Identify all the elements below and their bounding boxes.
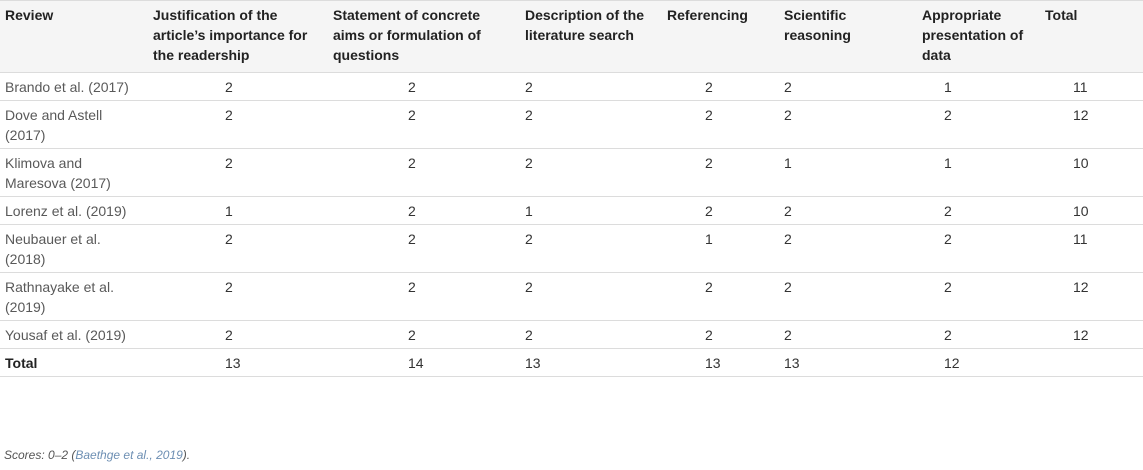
header-scientific-reasoning: Scientific reasoning — [779, 1, 917, 73]
score-cell: 1 — [917, 73, 1040, 101]
score-cell: 2 — [328, 149, 520, 197]
score-cell: 11 — [1040, 73, 1143, 101]
table-row — [0, 197, 1143, 225]
score-cell: 2 — [328, 101, 520, 149]
table-footnote — [4, 448, 190, 462]
total-value-cell: 14 — [328, 349, 520, 377]
total-label: Total — [0, 349, 148, 377]
score-cell: 1 — [148, 197, 328, 225]
review-name-cell: Klimova and Maresova (2017) — [0, 149, 148, 197]
header-referencing: Referencing — [662, 1, 779, 73]
score-cell: 2 — [779, 73, 917, 101]
footnote-citation-link[interactable]: Baethge et al., 2019 — [75, 448, 183, 462]
table-row — [0, 321, 1143, 349]
score-cell: 2 — [779, 321, 917, 349]
score-cell: 2 — [662, 149, 779, 197]
table-row — [0, 273, 1143, 321]
score-cell: 2 — [520, 101, 662, 149]
table-row — [0, 101, 1143, 149]
score-cell: 2 — [917, 321, 1040, 349]
score-cell: 2 — [917, 197, 1040, 225]
score-cell: 2 — [520, 73, 662, 101]
score-cell: 2 — [520, 149, 662, 197]
score-cell: 2 — [662, 273, 779, 321]
score-cell: 2 — [148, 273, 328, 321]
total-value-cell: 13 — [148, 349, 328, 377]
score-cell: 2 — [328, 225, 520, 273]
score-cell: 2 — [520, 225, 662, 273]
score-cell: 2 — [779, 101, 917, 149]
footnote-suffix: ). — [182, 448, 191, 462]
score-cell: 1 — [662, 225, 779, 273]
header-justification: Justification of the article’s importance for the readership — [148, 1, 328, 73]
score-cell: 2 — [148, 101, 328, 149]
header-literature-search: Description of the literature search — [520, 1, 662, 73]
score-cell: 2 — [148, 149, 328, 197]
review-name-cell: Lorenz et al. (2019) — [0, 197, 148, 225]
table-row — [0, 225, 1143, 273]
header-total: Total — [1040, 1, 1143, 73]
total-value-cell: 13 — [520, 349, 662, 377]
score-cell: 1 — [779, 149, 917, 197]
score-cell: 12 — [1040, 321, 1143, 349]
score-cell: 10 — [1040, 149, 1143, 197]
review-name-cell: Dove and Astell (2017) — [0, 101, 148, 149]
score-cell: 2 — [779, 197, 917, 225]
score-cell: 2 — [328, 197, 520, 225]
score-cell: 11 — [1040, 225, 1143, 273]
total-value-cell — [1040, 349, 1143, 377]
table-body — [0, 73, 1143, 377]
score-cell: 2 — [328, 321, 520, 349]
score-cell: 2 — [148, 321, 328, 349]
score-cell: 12 — [1040, 273, 1143, 321]
review-name-cell: Neubauer et al. (2018) — [0, 225, 148, 273]
total-value-cell: 13 — [779, 349, 917, 377]
score-cell: 2 — [917, 225, 1040, 273]
header-data-presentation: Appropriate presentation of data — [917, 1, 1040, 73]
review-name-cell: Rathnayake et al. (2019) — [0, 273, 148, 321]
score-cell: 2 — [662, 197, 779, 225]
score-cell: 2 — [148, 73, 328, 101]
score-cell: 2 — [779, 273, 917, 321]
score-cell: 2 — [779, 225, 917, 273]
review-name-cell: Brando et al. (2017) — [0, 73, 148, 101]
score-cell: 2 — [917, 273, 1040, 321]
total-value-cell: 12 — [917, 349, 1040, 377]
score-cell: 1 — [520, 197, 662, 225]
score-cell: 2 — [520, 321, 662, 349]
score-cell: 1 — [917, 149, 1040, 197]
header-review: Review — [0, 1, 148, 73]
score-cell: 2 — [662, 321, 779, 349]
total-row — [0, 349, 1143, 377]
review-name-cell: Yousaf et al. (2019) — [0, 321, 148, 349]
score-cell: 10 — [1040, 197, 1143, 225]
score-cell: 12 — [1040, 101, 1143, 149]
score-cell: 2 — [917, 101, 1040, 149]
score-cell: 2 — [662, 101, 779, 149]
score-cell: 2 — [662, 73, 779, 101]
table-row — [0, 149, 1143, 197]
score-cell: 2 — [148, 225, 328, 273]
table-row — [0, 73, 1143, 101]
score-cell: 2 — [520, 273, 662, 321]
table-header-row — [0, 1, 1143, 73]
total-value-cell: 13 — [662, 349, 779, 377]
footnote-prefix: Scores: 0–2 ( — [4, 448, 76, 462]
score-cell: 2 — [328, 73, 520, 101]
score-cell: 2 — [328, 273, 520, 321]
header-statement-of-aims: Statement of concrete aims or formulation of questions — [328, 1, 520, 73]
